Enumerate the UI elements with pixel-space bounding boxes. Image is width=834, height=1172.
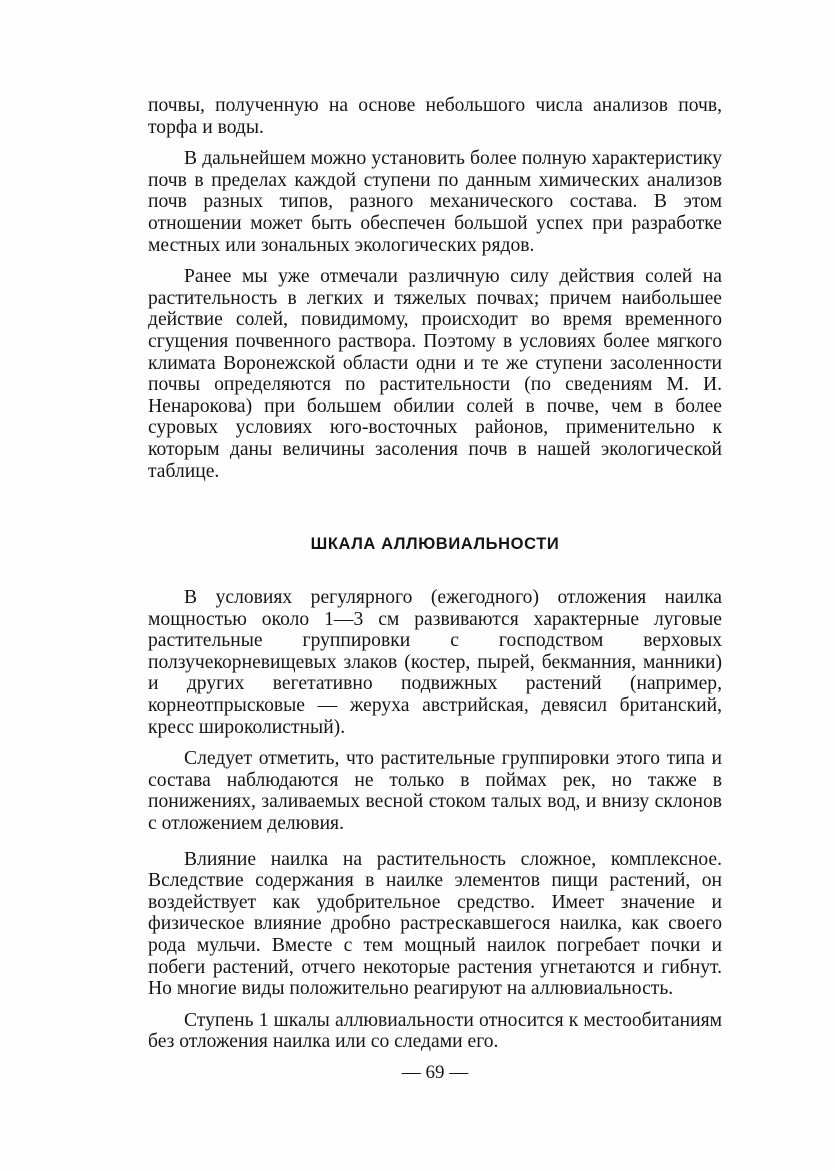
page-number: — 69 —: [401, 1062, 469, 1083]
paragraph: В дальнейшем можно установить более полную характеристику почв в пределах каждой ступени по данным химических анализов почв разных типов, разного механического состава. В этом отношении может быть обеспечен большой успех при разработке местных или зональных экологических рядов.: [148, 148, 722, 256]
text-block-bottom: [148, 587, 722, 1053]
paragraph: Влияние наилка на растительность сложное, комплексное. Вследствие содержания в наилке элементов пищи растений, он воздействует как удобрительное средство. Имеет значение и физическое влияние дробно растрескавшегося наилка, как своего рода мульчи. Вместе с тем мощный наилок погребает почки и побеги растений, отчего некоторые растения угнетаются и гибнут. Но многие виды положительно реагируют на аллювиальность.: [148, 848, 722, 1000]
paragraph: Следует отметить, что растительные группировки этого типа и состава наблюдаются не только в поймах рек, но также в понижениях, заливаемых весной стоком талых вод, и внизу склонов с отложением делювия.: [148, 748, 722, 834]
paragraph: Ранее мы уже отмечали различную силу действия солей на растительность в легких и тяжелых почвах; причем наибольшее действие солей, повидимому, происходит во время временного сгущения почвенного раствора. Поэтому в условиях более мягкого климата Воронежской области одни и те же ступени засоленности почвы определяются по растительности (по сведениям М. И. Ненарокова) при большем обилии солей в почве, чем в более суровых условиях юго-восточных районов, применительно к которым даны величины засоления почв в нашей экологической таблице.: [148, 266, 722, 482]
text-block-top: [148, 95, 722, 482]
paragraph: почвы, полученную на основе небольшого числа анализов почв, торфа и воды.: [148, 95, 722, 138]
section-heading: ШКАЛА АЛЛЮВИАЛЬНОСТИ: [310, 535, 560, 553]
paragraph: В условиях регулярного (ежегодного) отложения наилка мощностью около 1—3 см развиваются характерные луговые растительные группировки с господством верховых ползучекорневищевых злаков (костер, пырей, бекманния, манники) и других вегетативно подвижных растений (например, корнеотпрысковые — жеруха австрийская, девясил британский, кресс широколистный).: [148, 587, 722, 738]
paragraph: Ступень 1 шкалы аллювиальности относится к местообитаниям без отложения наилка или со следами его.: [148, 1009, 722, 1053]
